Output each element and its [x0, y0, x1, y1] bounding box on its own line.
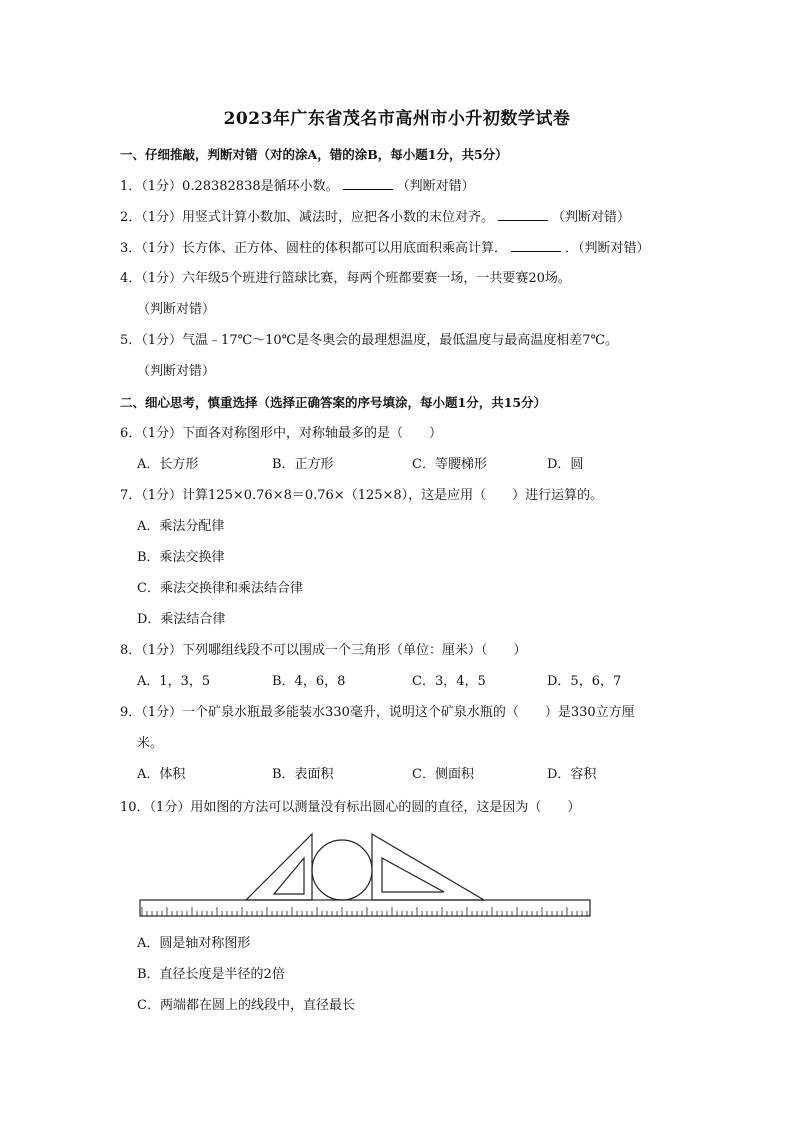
question-9: 9．（1分）一个矿泉水瓶最多能装水330毫升，说明这个矿泉水瓶的（ ）是330立方厘: [120, 705, 635, 720]
q10-option-b: B．直径长度是半径的2倍: [137, 967, 285, 982]
q6-option-b: B．正方形: [272, 457, 334, 472]
q10-option-a: A．圆是轴对称图形: [137, 936, 251, 951]
question-5-line2: （判断对错）: [137, 364, 216, 379]
measurement-figure: [138, 828, 594, 920]
section-2-heading: 二、细心思考，慎重选择（选择正确答案的序号填涂，每小题1分，共15分）: [120, 395, 547, 410]
circle-shape: [312, 840, 372, 900]
question-5: 5．（1分）气温﹣17℃～10℃是冬奥会的最理想温度，最低温度与最高温度相差7℃。: [120, 333, 619, 348]
answer-blank: [511, 239, 561, 252]
q8-option-b: B．4，6，8: [272, 674, 346, 689]
right-set-square-cutout: [382, 858, 444, 892]
question-1-text: 1．（1分）0.28382838是循环小数。: [120, 179, 339, 194]
question-3-suffix: ．（判断对错）: [565, 241, 650, 256]
q7-option-b: B．乘法交换律: [137, 550, 225, 565]
q7-option-a: A．乘法分配律: [137, 519, 225, 534]
page-title: 2023年广东省茂名市高州市小升初数学试卷: [223, 109, 571, 129]
q9-option-b: B．表面积: [272, 767, 334, 782]
q9-option-d: D．容积: [547, 767, 597, 782]
question-9-line2: 米。: [137, 736, 164, 751]
q7-option-d: D．乘法结合律: [137, 612, 226, 627]
q8-option-a: A．1，3，5: [137, 674, 211, 689]
question-2: [120, 208, 630, 227]
section-1-heading: 一、仔细推敲，判断对错（对的涂A，错的涂B，每小题1分，共5分）: [120, 147, 508, 162]
ruler: [140, 900, 590, 916]
q10-option-c: C．两端都在圆上的线段中，直径最长: [137, 998, 355, 1013]
q6-option-c: C．等腰梯形: [412, 457, 487, 472]
q9-option-a: A．体积: [137, 767, 186, 782]
question-1-suffix: （判断对错）: [396, 179, 475, 194]
question-2-text: 2．（1分）用竖式计算小数加、减法时，应把各小数的末位对齐。: [120, 210, 495, 225]
q6-option-a: A．长方形: [137, 457, 199, 472]
answer-blank: [343, 177, 393, 190]
question-6: 6．（1分）下面各对称图形中，对称轴最多的是（ ）: [120, 426, 443, 441]
question-3: [120, 239, 650, 258]
question-4-line2: （判断对错）: [137, 302, 216, 317]
right-set-square: [372, 834, 484, 900]
left-set-square-cutout: [274, 858, 304, 894]
question-3-text: 3．（1分）长方体、正方体、圆柱的体积都可以用底面积乘高计算．: [120, 241, 508, 256]
answer-blank: [498, 208, 548, 221]
question-4: 4．（1分）六年级5个班进行篮球比赛，每两个班都要赛一场，一共要赛20场。: [120, 271, 571, 286]
q7-option-c: C．乘法交换律和乘法结合律: [137, 581, 303, 596]
q6-option-d: D．圆: [547, 457, 584, 472]
question-2-suffix: （判断对错）: [552, 210, 631, 225]
q9-option-c: C．侧面积: [412, 767, 474, 782]
left-set-square: [246, 834, 312, 900]
question-10: 10．（1分）用如图的方法可以测量没有标出圆心的圆的直径，这是因为（ ）: [120, 800, 581, 815]
question-7: 7．（1分）计算125×0.76×8＝0.76×（125×8），这是应用（ ）进行运算的。: [120, 488, 604, 503]
ruler-ticks: [142, 907, 587, 916]
question-8: 8．（1分）下列哪组线段不可以围成一个三角形（单位：厘米）（ ）: [120, 643, 527, 658]
question-1: [120, 177, 475, 196]
q8-option-d: D．5，6，7: [547, 674, 622, 689]
q8-option-c: C．3，4，5: [412, 674, 486, 689]
